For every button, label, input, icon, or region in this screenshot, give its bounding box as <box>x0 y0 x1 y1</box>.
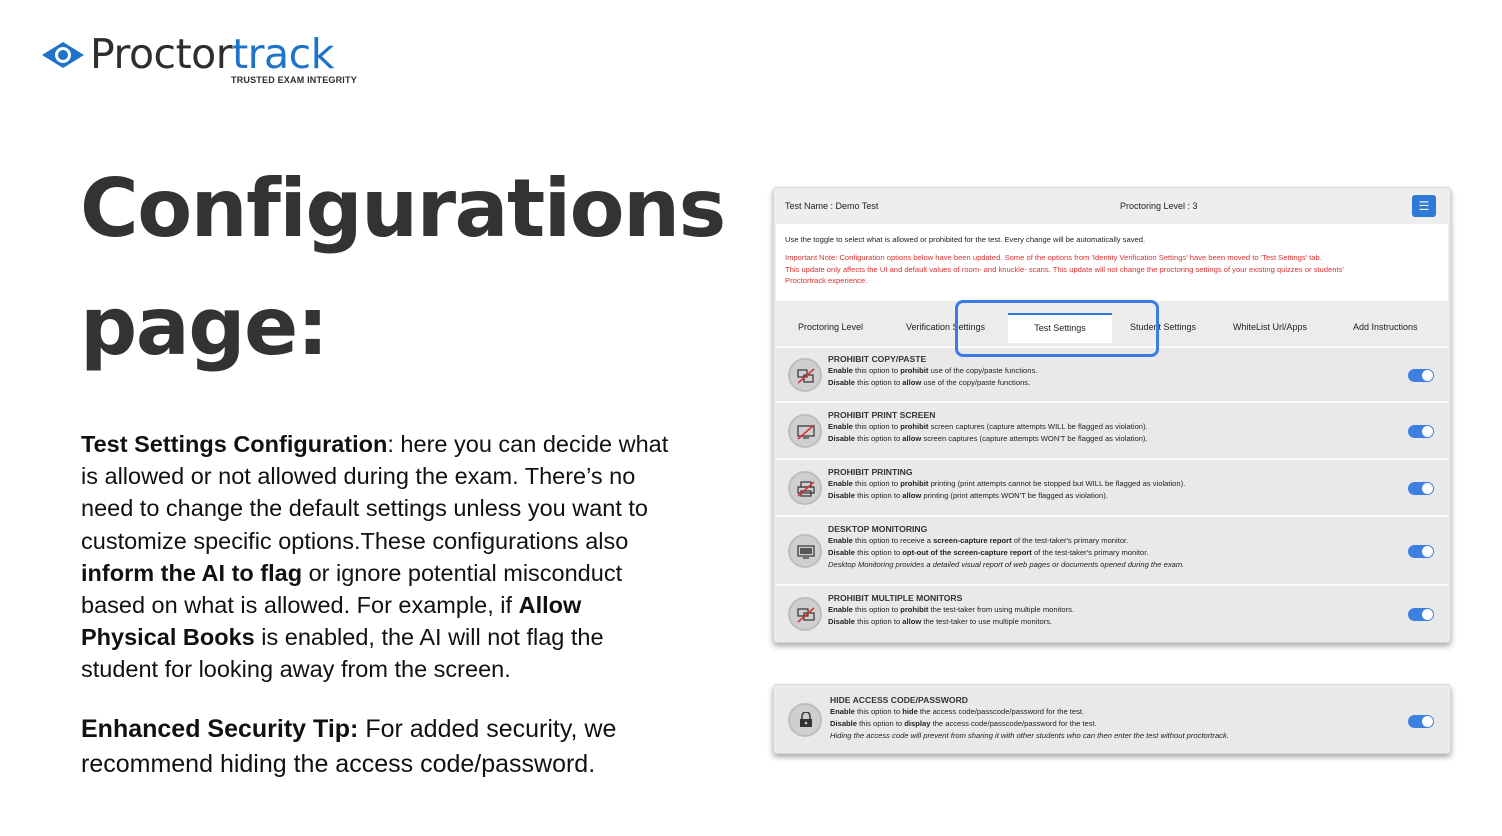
text-post: the access code/passcode/password for the test. <box>930 719 1097 728</box>
hide-access-code-toggle[interactable] <box>1408 715 1434 728</box>
text-post: use of the copy/paste functions. <box>928 366 1038 375</box>
text-post: screen captures (capture attempts WON'T be flagged as violation). <box>921 434 1148 443</box>
panel-header <box>774 188 1450 224</box>
test-name: Test Name : Demo Test <box>785 201 879 211</box>
print-screen-icon <box>788 414 822 448</box>
setting-disable-line <box>828 616 1052 628</box>
tab-verification-settings[interactable]: Verification Settings <box>906 322 986 332</box>
text-pre: this option to <box>855 548 903 557</box>
menu-icon: ☰ <box>1418 199 1430 213</box>
text-post: use of the copy/paste functions. <box>921 378 1031 387</box>
disable-word: Disable <box>830 719 858 728</box>
text-bold: prohibit <box>900 366 929 375</box>
tab-add-instructions[interactable]: Add Instructions <box>1353 322 1418 332</box>
heading-line-1: Configurations <box>80 162 725 255</box>
text-bold: allow <box>902 617 922 626</box>
setting-enable-line <box>828 421 1148 433</box>
text-pre: this option to <box>855 617 903 626</box>
tab-test-settings[interactable]: Test Settings <box>1008 313 1112 343</box>
setting-title: DESKTOP MONITORING <box>828 524 928 534</box>
printing-toggle[interactable] <box>1408 482 1434 495</box>
logo-word-2: track <box>232 30 334 78</box>
logo-word-1: Proctor <box>90 30 233 78</box>
text-bold: hide <box>902 707 918 716</box>
printer-icon <box>788 471 822 505</box>
setting-enable-line <box>828 604 1074 616</box>
setting-enable-line <box>830 706 1084 718</box>
setting-disable-line <box>828 433 1148 445</box>
setting-disable-line <box>830 718 1097 730</box>
enable-word: Enable <box>828 479 853 488</box>
text-post: the access code/passcode/password for the test. <box>917 707 1085 716</box>
desc-bold-3: Allow Physical Books <box>81 592 582 651</box>
setting-title: PROHIBIT PRINTING <box>828 467 913 477</box>
desc-text-2: or ignore potential misconduct based on what is allowed. For example, if <box>81 559 623 619</box>
text-post: the test-taker from using multiple monitors. <box>928 605 1075 614</box>
setting-note: Hiding the access code will prevent from sharing it with other students who can then enter the test without proctortrack. <box>830 731 1229 740</box>
text-pre: this option to <box>855 378 903 387</box>
setting-row-desktop-monitoring <box>776 515 1448 584</box>
multiple-monitors-icon <box>788 597 822 631</box>
text-pre: this option to <box>852 422 901 431</box>
desc-bold-2: inform the AI to flag <box>81 559 303 586</box>
tab-whitelist[interactable]: WhiteList Url/Apps <box>1233 322 1308 332</box>
text-pre: this option to receive a <box>852 536 934 545</box>
text-bold: prohibit <box>900 479 929 488</box>
setting-row-printing <box>776 458 1448 515</box>
multiple-monitors-toggle[interactable] <box>1408 608 1434 621</box>
important-note-line-1: Important Note: Configuration options below have been updated. Some of the options from 'Identity Verification Settings' have been moved to 'Test Settings' tab. <box>785 252 1322 262</box>
setting-disable-line <box>828 490 1108 502</box>
setting-row-print-screen <box>776 401 1448 458</box>
text-post: printing (print attempts cannot be stopped but WILL be flagged as violation). <box>928 479 1186 488</box>
copy-paste-icon <box>788 358 822 392</box>
eye-logo-icon <box>40 40 86 70</box>
logo-tagline: TRUSTED EXAM INTEGRITY <box>231 75 357 85</box>
important-note-line-3: Proctortrack experience. <box>785 276 868 286</box>
text-bold: allow <box>902 491 922 500</box>
text-pre: this option to <box>852 605 901 614</box>
desktop-monitor-icon <box>788 534 822 568</box>
proctoring-level-label: Proctoring Level : 3 <box>1120 201 1198 211</box>
setting-row-multiple-monitors <box>776 584 1448 642</box>
tab-student-settings[interactable]: Student Settings <box>1130 322 1197 332</box>
text-post: of the test-taker's primary monitor. <box>1031 548 1149 557</box>
text-bold: prohibit <box>900 605 929 614</box>
text-bold: screen-capture report <box>933 536 1012 545</box>
access-code-panel <box>773 684 1451 754</box>
important-note-line-2: This update only affects the UI and default values of room- and knuckle- scans. This update will not change the proctoring settings of your existing quizzes or students' <box>785 264 1344 274</box>
tip-bold: Enhanced Security Tip: <box>81 715 359 743</box>
text-post: printing (print attempts WON'T be flagged as violation). <box>921 491 1108 500</box>
disable-word: Disable <box>828 617 856 626</box>
text-post: the test-taker to use multiple monitors. <box>921 617 1053 626</box>
lock-icon <box>788 703 822 737</box>
proctortrack-logo <box>40 30 370 90</box>
disable-word: Disable <box>828 491 856 500</box>
text-bold: allow <box>902 378 922 387</box>
enable-word: Enable <box>828 422 853 431</box>
setting-disable-line <box>828 377 1030 389</box>
setting-title: PROHIBIT COPY/PASTE <box>828 354 927 364</box>
logo-wordmark <box>90 32 334 76</box>
tip-text: For added security, we recommend hiding the access code/password. <box>81 715 617 778</box>
enable-word: Enable <box>828 536 853 545</box>
notice-box <box>776 224 1448 301</box>
print-screen-toggle[interactable] <box>1408 425 1434 438</box>
enable-word: Enable <box>828 366 853 375</box>
desc-text-3: is enabled, the AI will not flag the student for looking away from the screen. <box>81 624 604 683</box>
disable-word: Disable <box>828 434 856 443</box>
disable-word: Disable <box>828 378 856 387</box>
test-settings-highlight <box>955 300 1159 357</box>
text-pre: this option to <box>855 491 903 500</box>
enable-word: Enable <box>830 707 855 716</box>
enable-word: Enable <box>828 605 853 614</box>
text-bold: opt-out of the screen-capture report <box>902 548 1032 557</box>
notice-text: Use the toggle to select what is allowed or prohibited for the test. Every change will be automatically saved. <box>785 235 1146 244</box>
text-post: screen captures (capture attempts WILL be flagged as violation). <box>928 422 1148 431</box>
test-settings-panel <box>773 187 1451 643</box>
setting-title: HIDE ACCESS CODE/PASSWORD <box>830 695 968 705</box>
setting-disable-line <box>828 547 1149 559</box>
text-post: of the test-taker's primary monitor. <box>1011 536 1129 545</box>
desc-bold-1: Test Settings Configuration <box>81 431 388 457</box>
desktop-monitoring-toggle[interactable] <box>1408 545 1434 558</box>
setting-row-access-code <box>776 688 1448 752</box>
security-tip <box>81 712 681 782</box>
text-bold: prohibit <box>900 422 929 431</box>
text-bold: allow <box>902 434 922 443</box>
desc-text-1: : here you can decide what is allowed or not allowed during the exam. There’s no need to change the default settings unless you want to customize specific options.These configurations also <box>81 431 669 554</box>
page-heading <box>80 150 725 386</box>
text-pre: this option to <box>857 719 905 728</box>
setting-title: PROHIBIT MULTIPLE MONITORS <box>828 593 963 603</box>
setting-title: PROHIBIT PRINT SCREEN <box>828 410 936 420</box>
menu-button[interactable] <box>1412 195 1436 217</box>
setting-enable-line <box>828 478 1185 490</box>
heading-line-2: page: <box>80 280 328 373</box>
setting-note: Desktop Monitoring provides a detailed visual report of web pages or documents opened during the exam. <box>828 560 1185 569</box>
setting-enable-line <box>828 535 1128 547</box>
setting-enable-line <box>828 365 1037 377</box>
text-bold: display <box>904 719 931 728</box>
text-pre: this option to <box>852 479 901 488</box>
text-pre: this option to <box>854 707 903 716</box>
description-paragraph <box>81 428 681 686</box>
text-pre: this option to <box>852 366 901 375</box>
disable-word: Disable <box>828 548 856 557</box>
important-note <box>785 252 1439 287</box>
text-pre: this option to <box>855 434 903 443</box>
copy-paste-toggle[interactable] <box>1408 369 1434 382</box>
tab-proctoring-level[interactable]: Proctoring Level <box>798 322 864 332</box>
